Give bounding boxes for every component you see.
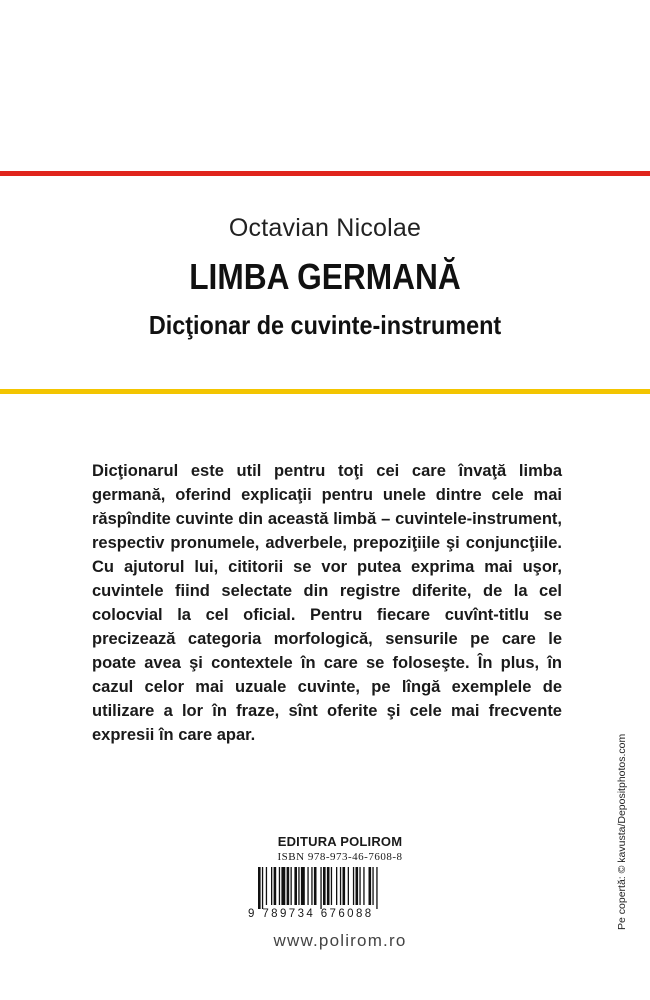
barcode-digits: 9 789734 676088 <box>248 908 374 920</box>
book-subtitle: Dicţionar de cuvinte-instrument <box>148 310 502 340</box>
barcode-icon <box>254 867 426 909</box>
top-red-stripe <box>0 171 650 176</box>
cover-photo-credit: Pe copertă: © kavusta/Depositphotos.com <box>616 733 628 930</box>
bottom-yellow-stripe <box>0 389 650 394</box>
author-name: Octavian Nicolae <box>228 214 422 242</box>
publisher-name: EDITURA POLIROM <box>277 834 403 849</box>
publisher-website: www.polirom.ro <box>273 931 407 950</box>
book-description: Dicţionarul este util pentru toţi cei care învaţă limba germană, oferind explicaţii pentru unele dintre cele mai răspîndite cuvinte din această limbă – cuvintele-instrument, respectiv pronumele, adverbele, prepoziţiile şi conjuncţiile. Cu ajutorul lui, cititorii se vor putea exprima mai uşor, cuvintele fiind selectate din registre diferite, de la cel colocvial la cel oficial. Pentru fiecare cuvînt-titlu se precizează categoria morfologică, sensurile pe care le poate avea şi contextele în care se foloseşte. În plus, în cazul celor mai uzuale cuvinte, pe lîngă exemplele de utilizare a lor în fraze, sînt oferite şi cele mai frecvente expresii în care apar. <box>92 462 562 744</box>
isbn-number: ISBN 978-973-46-7608-8 <box>277 851 403 863</box>
book-title: LIMBA GERMANĂ <box>189 256 461 297</box>
